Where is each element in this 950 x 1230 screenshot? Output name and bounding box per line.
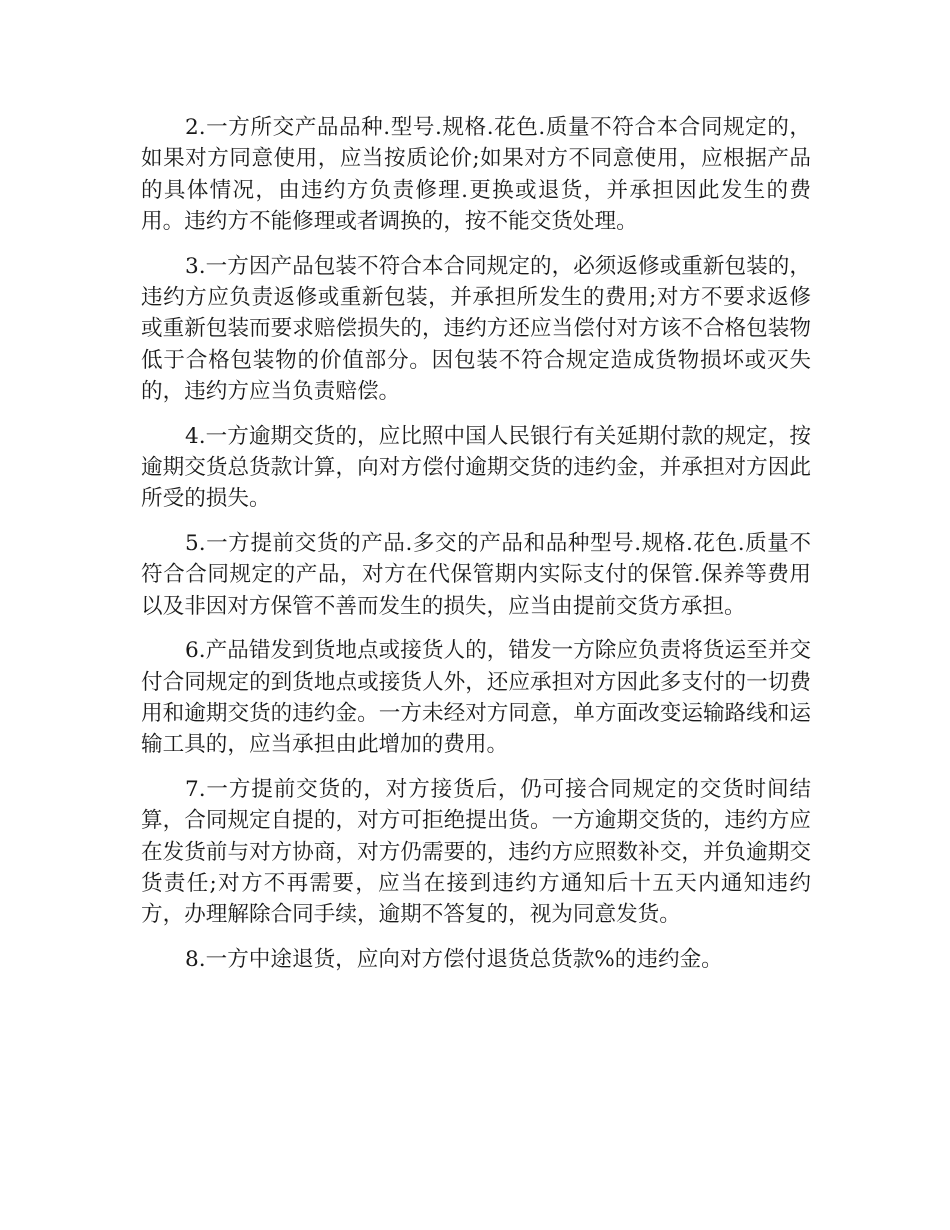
clause-6: 6.产品错发到货地点或接货人的，错发一方除应负责将货运至并交付合同规定的到货地点或接货人外，还应承担对方因此多支付的一切费用和逾期交货的违约金。一方未经对方同意，单方面改变运输路线和运输工具的，应当承担由此增加的费用。 — [141, 638, 811, 758]
clause-5: 5.一方提前交货的产品.多交的产品和品种型号.规格.花色.质量不符合合同规定的产品，对方在代保管期内实际支付的保管.保养等费用以及非因对方保管不善而发生的损失，应当由提前交货方承担。 — [141, 530, 811, 619]
clause-3: 3.一方因产品包装不符合本合同规定的，必须返修或重新包装的，违约方应负责返修或重新包装，并承担所发生的费用;对方不要求返修或重新包装而要求赔偿损失的，违约方还应当偿付对方该不合格包装物低于合格包装物的价值部分。因包装不符合规定造成货物损坏或灭失的，违约方应当负责赔偿。 — [141, 253, 811, 405]
clause-7: 7.一方提前交货的，对方接货后，仍可接合同规定的交货时间结算，合同规定自提的，对方可拒绝提出货。一方逾期交货的，违约方应在发货前与对方协商，对方仍需要的，违约方应照数补交，并负逾期交货责任;对方不再需要，应当在接到违约方通知后十五天内通知违约方，办理解除合同手续，逾期不答复的，视为同意发货。 — [141, 776, 811, 928]
document-body — [141, 112, 811, 988]
clause-2: 2.一方所交产品品种.型号.规格.花色.质量不符合本合同规定的，如果对方同意使用，应当按质论价;如果对方不同意使用，应根据产品的具体情况，由违约方负责修理.更换或退货，并承担因此发生的费用。违约方不能修理或者调换的，按不能交货处理。 — [141, 115, 811, 235]
clause-8: 8.一方中途退货，应向对方偿付退货总货款%的违约金。 — [185, 946, 723, 972]
clause-4: 4.一方逾期交货的，应比照中国人民银行有关延期付款的规定，按逾期交货总货款计算，向对方偿付逾期交货的违约金，并承担对方因此所受的损失。 — [141, 423, 811, 512]
